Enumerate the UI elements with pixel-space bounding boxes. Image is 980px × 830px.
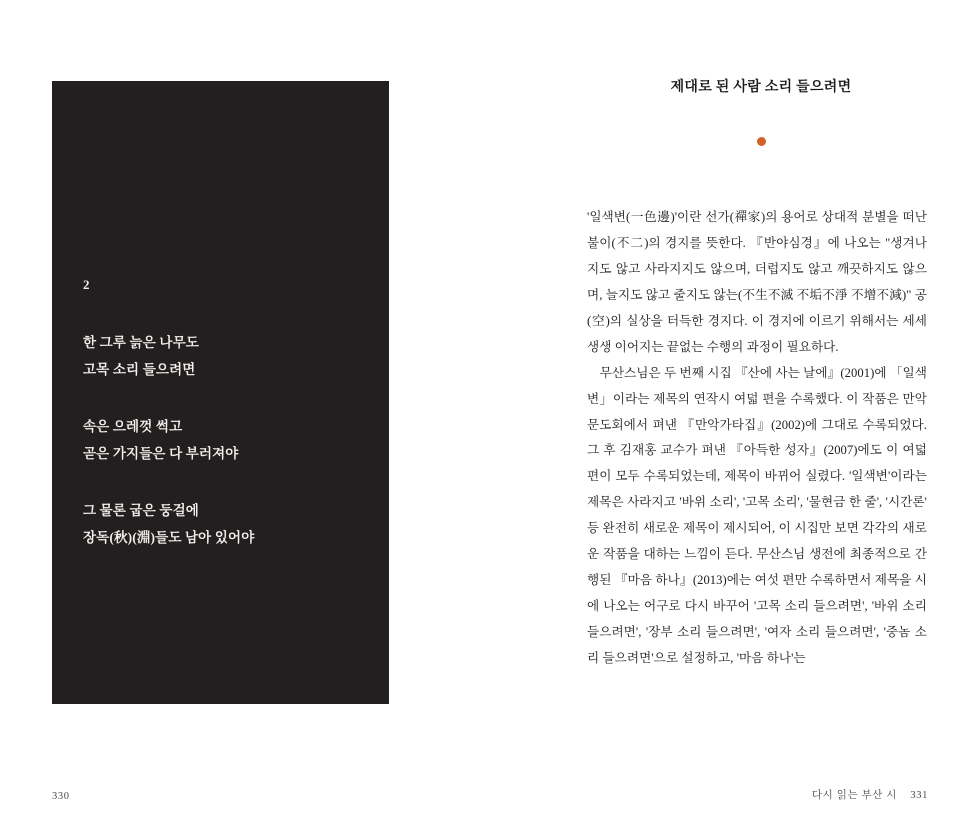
dot-icon xyxy=(757,137,766,146)
poem-block xyxy=(83,277,369,551)
body-text xyxy=(587,205,927,672)
poem-line: 곧은 가지들은 다 부러져야 xyxy=(83,446,239,461)
poem-line: 장독(秋)(淵)들도 남아 있어야 xyxy=(83,530,255,545)
poem-line: 한 그루 늙은 나무도 xyxy=(83,335,199,350)
poem-line: 그 물론 굽은 둥걸에 xyxy=(83,503,199,518)
poem-panel xyxy=(52,81,389,704)
poem-stanza xyxy=(83,329,369,383)
poem-line: 속은 으레껏 썩고 xyxy=(83,419,183,434)
running-head: 다시 읽는 부산 시 xyxy=(811,790,898,801)
page-number-right: 331 xyxy=(910,790,928,801)
poem-line: 고목 소리 들으려면 xyxy=(83,362,196,377)
paragraph: '일색변(一色邊)'이란 선가(禪家)의 용어로 상대적 분별을 떠난 불이(不二)의 경지를 뜻한다. 『반야심경』에 나오는 "생겨나지도 않고 사라지지도 않으며, 더럽지도 않고 깨끗하지도 않으며, 늘지도 않고 줄지도 않는(不生不滅 不垢不淨 不增不減)" 공(空)의 실상을 터득한 경지다. 이 경지에 이르기 위해서는 세세생생 이어지는 끝없는 수행의 과정이 필요하다. xyxy=(587,210,927,354)
poem-stanza xyxy=(83,497,369,551)
right-page xyxy=(490,0,980,830)
paragraph: 무산스님은 두 번째 시집 『산에 사는 날에』(2001)에 「일색변」이라는 제목의 연작시 여덟 편을 수록했다. 이 작품은 만악문도회에서 펴낸 『만악가타집』(2002)에 그대로 수록되었다. 그 후 김재홍 교수가 펴낸 『아득한 성자』(2007)에도 이 여덟 편이 모두 수록되었는데, 제목이 바뀌어 실렸다. '일색변'이라는 제목은 사라지고 '바위 소리', '고목 소리', '물현금 한 줄', '시간론' 등 완전히 새로운 제목이 제시되어, 이 시집만 보면 각각의 새로운 작품을 대하는 느낌이 든다. 무산스님 생전에 최종적으로 간행된 『마음 하나』(2013)에는 여섯 편만 수록하면서 제목을 시에 나오는 어구로 다시 바꾸어 '고목 소리 들으려면', '바위 소리 들으려면', '장부 소리 들으려면', '여자 소리 들으려면', '중놈 소리 들으려면'으로 설정하고, '마음 하나'는 xyxy=(587,365,927,665)
poem-number: 2 xyxy=(83,277,90,292)
dot-ornament xyxy=(490,133,980,151)
page-footer-right xyxy=(812,787,928,802)
page-number-left: 330 xyxy=(52,791,70,802)
article-title: 제대로 된 사람 소리 들으려면 xyxy=(670,80,852,95)
poem-stanza xyxy=(83,413,369,467)
